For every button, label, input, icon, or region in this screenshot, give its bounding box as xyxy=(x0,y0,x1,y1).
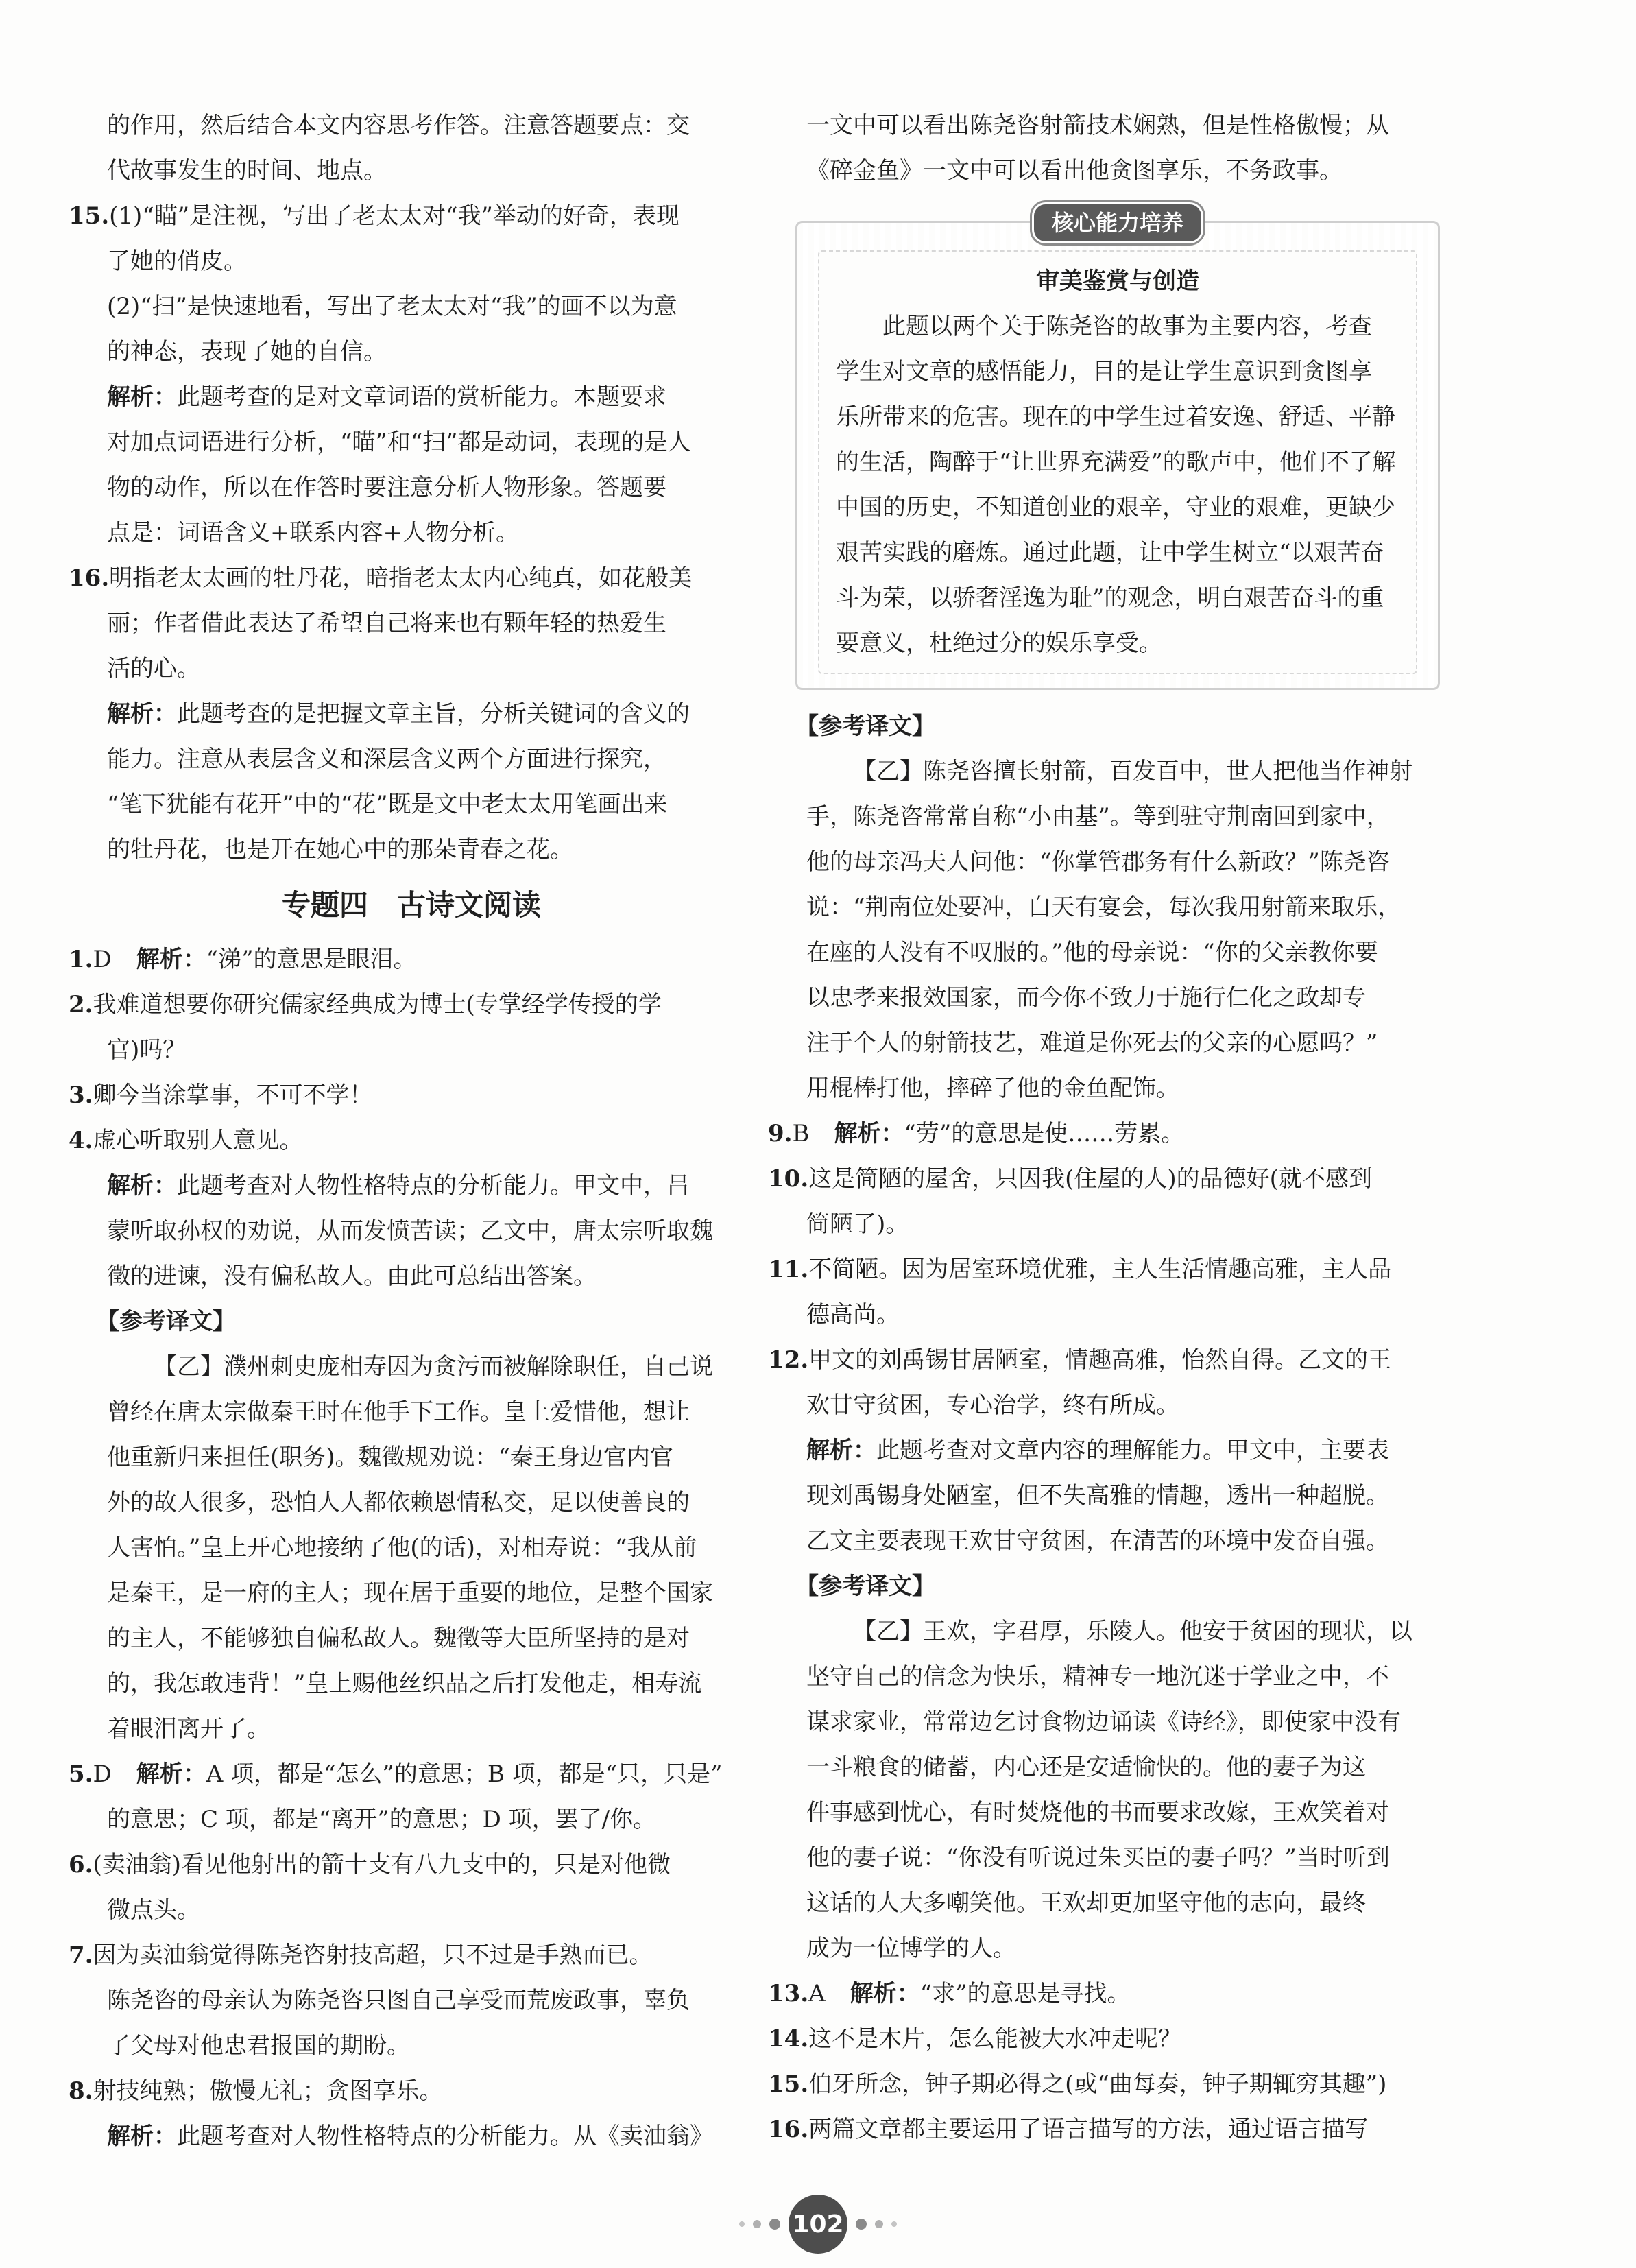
answer-11 xyxy=(768,1247,1454,1292)
answer-10 xyxy=(768,1156,1454,1202)
answer-16-classical xyxy=(768,2107,1454,2152)
question-number: 2. xyxy=(69,991,93,1018)
analysis-label: 解析： xyxy=(136,946,206,973)
answer-letter: A xyxy=(808,1980,826,2007)
text-line: 蒙听取孙权的劝说，从而发愤苦读；乙文中，唐太宗听取魏 xyxy=(107,1217,713,1245)
question-number: 12. xyxy=(768,1346,809,1374)
text-line: 对加点词语进行分析，“瞄”和“扫”都是动词，表现的是人 xyxy=(107,429,691,456)
text-line: 物的动作，所以在作答时要注意分析人物形象。答题要 xyxy=(107,474,666,501)
page-number-bar xyxy=(739,2195,897,2254)
answer-5 xyxy=(69,1752,754,1797)
text-line: 的作用，然后结合本文内容思考作答。注意答题要点：交 xyxy=(107,112,690,139)
answer-text: 两篇文章都主要运用了语言描写的方法，通过语言描写 xyxy=(808,2116,1369,2143)
analysis-text: 此题考查对人物性格特点的分析能力。甲文中，吕 xyxy=(177,1172,690,1199)
text-line: 活的心。 xyxy=(107,655,200,682)
reference-translation-heading: 【参考译文】 xyxy=(96,1308,236,1335)
analysis-label: 解析： xyxy=(107,2123,177,2150)
answer-text: 这是简陋的屋舍，只因我(住屋的人)的品德好(就不感到 xyxy=(808,1165,1372,1193)
answer-text: 这不是木片，怎么能被大水冲走呢？ xyxy=(808,2025,1182,2053)
analysis-text: 此题考查对人物性格特点的分析能力。从《卖油翁》 xyxy=(177,2123,713,2150)
answer-3 xyxy=(69,1073,754,1118)
question-number: 10. xyxy=(768,1165,809,1193)
text-line: 人害怕。”皇上开心地接纳了他(的话)，对相寿说：“我从前 xyxy=(107,1534,697,1562)
text-line: 一文中可以看出陈尧咨射箭技术娴熟，但是性格傲慢；从 xyxy=(806,112,1389,139)
question-number: 5. xyxy=(69,1760,93,1788)
text-line: 德高尚。 xyxy=(806,1301,900,1328)
answer-16 xyxy=(69,556,754,601)
analysis-label: 解析： xyxy=(850,1980,920,2007)
text-line: 简陋了)。 xyxy=(806,1210,909,1238)
question-number: 13. xyxy=(768,1980,809,2007)
question-number: 8. xyxy=(69,2077,93,2105)
text-line: 的神态，表现了她的自信。 xyxy=(107,338,387,366)
dot-icon xyxy=(856,2219,867,2230)
analysis-label: 解析： xyxy=(107,700,177,728)
section-title: 专题四 古诗文阅读 xyxy=(281,888,541,922)
right-column xyxy=(768,103,1454,2152)
core-ability-tag: 核心能力培养 xyxy=(1032,202,1203,243)
dot-icon xyxy=(875,2220,883,2228)
answer-13 xyxy=(768,1971,1454,2016)
page-number: 102 xyxy=(789,2195,847,2254)
answer-text: 因为卖油翁觉得陈尧咨射技高超，只不过是手熟而已。 xyxy=(93,1942,653,1969)
analysis-label: 解析： xyxy=(107,383,177,411)
analysis xyxy=(69,1163,754,1208)
text-line: 的，我怎敢违背！”皇上赐他丝织品之后打发他走，相寿流 xyxy=(107,1670,702,1697)
answer-letter: D xyxy=(93,946,112,973)
analysis xyxy=(69,691,754,737)
text-line: 代故事发生的时间、地点。 xyxy=(107,157,387,184)
text-line: 手，陈尧咨常常自称“小由基”。等到驻守荆南回到家中， xyxy=(806,803,1390,831)
text-line: 陈尧咨的母亲认为陈尧咨只图自己享受而荒废政事，辜负 xyxy=(107,1987,690,2014)
analysis xyxy=(768,1428,1454,1473)
text-line: 他的母亲冯夫人问他：“你掌管郡务有什么新政？”陈尧咨 xyxy=(806,848,1390,876)
text-line: 了父母对他忠君报国的期盼。 xyxy=(107,2032,410,2060)
analysis-text: “求”的意思是寻找。 xyxy=(919,1980,1131,2007)
text-line: 的主人，不能够独自偏私故人。魏徵等大臣所坚持的是对 xyxy=(107,1625,690,1652)
text-line: (2)“扫”是快速地看，写出了老太太对“我”的画不以为意 xyxy=(107,293,677,320)
analysis-label: 解析： xyxy=(834,1120,904,1147)
text-line: 要意义，杜绝过分的娱乐享受。 xyxy=(836,630,1162,657)
answer-14 xyxy=(768,2016,1454,2062)
dot-icon xyxy=(753,2220,761,2228)
analysis-label: 解析： xyxy=(136,1760,206,1788)
text-line: 官)吗？ xyxy=(107,1036,187,1064)
text-line: 用棍棒打他，摔碎了他的金鱼配饰。 xyxy=(806,1075,1179,1102)
analysis xyxy=(69,2114,754,2159)
text-line: 了她的俏皮。 xyxy=(107,248,247,275)
question-number: 16. xyxy=(69,564,110,592)
text-line: 以忠孝来报效国家，而今你不致力于施行仁化之政却专 xyxy=(806,984,1366,1012)
answer-text: 不简陋。因为居室环境优雅，主人生活情趣高雅，主人品 xyxy=(808,1256,1392,1283)
text-line: 的意思；C 项，都是“离开”的意思；D 项，罢了/你。 xyxy=(107,1806,657,1833)
question-number: 4. xyxy=(69,1127,93,1154)
text-line: 【乙】濮州刺史庞相寿因为贪污而被解除职任，自己说 xyxy=(154,1353,713,1381)
text-line: 说：“荆南位处要冲，白天有宴会，每次我用射箭来取乐， xyxy=(806,894,1402,921)
text-line: 外的故人很多，恐怕人人都依赖恩情私交，足以使善良的 xyxy=(107,1489,690,1516)
text-line: 一斗粮食的储蓄，内心还是安适愉快的。他的妻子为这 xyxy=(806,1754,1366,1781)
text-line: 是秦王，是一府的主人；现在居于重要的地位，是整个国家 xyxy=(107,1579,713,1607)
analysis-text: 此题考查对文章内容的理解能力。甲文中，主要表 xyxy=(876,1437,1389,1464)
dot-icon xyxy=(739,2221,745,2227)
answer-text: 卿今当涂掌事，不可不学！ xyxy=(93,1082,373,1109)
reference-translation-heading: 【参考译文】 xyxy=(795,1573,935,1600)
answer-8 xyxy=(69,2068,754,2114)
text-line: 的牡丹花，也是开在她心中的那朵青春之花。 xyxy=(107,836,573,863)
answer-text: 伯牙所念，钟子期必得之(或“曲每奏，钟子期辄穷其趣”) xyxy=(808,2070,1387,2098)
dot-icon xyxy=(891,2221,897,2227)
analysis-text: 此题考查的是对文章词语的赏析能力。本题要求 xyxy=(177,383,666,411)
answer-letter: D xyxy=(93,1760,112,1788)
analysis-label: 解析： xyxy=(806,1437,876,1464)
text-line: 欢甘守贫困，专心治学，终有所成。 xyxy=(806,1392,1179,1419)
analysis-text: A 项，都是“怎么”的意思；B 项，都是“只，只是” xyxy=(206,1760,723,1788)
text-line: 乙文主要表现王欢甘守贫困，在清苦的环境中发奋自强。 xyxy=(806,1527,1389,1555)
question-number: 3. xyxy=(69,1082,93,1109)
answer-9 xyxy=(768,1111,1454,1156)
box-title: 审美鉴赏与创造 xyxy=(1036,267,1199,295)
text-line: 斗为荣，以骄奢淫逸为耻”的观念，明白艰苦奋斗的重 xyxy=(836,584,1384,612)
text-line: 学生对文章的感悟能力，目的是让学生意识到贪图享 xyxy=(836,358,1372,385)
question-number: 15. xyxy=(768,2070,809,2098)
text-line: 着眼泪离开了。 xyxy=(107,1715,270,1743)
answer-12 xyxy=(768,1337,1454,1383)
text-line: 件事感到忧心，有时焚烧他的书而要求改嫁，王欢笑着对 xyxy=(806,1799,1389,1826)
text-line: 艰苦实践的磨炼。通过此题，让中学生树立“以艰苦奋 xyxy=(836,539,1384,566)
answer-7 xyxy=(69,1933,754,1978)
text-line: 徵的进谏，没有偏私故人。由此可总结出答案。 xyxy=(107,1263,597,1290)
analysis-text: 此题考查的是把握文章主旨，分析关键词的含义的 xyxy=(177,700,690,728)
answer-text: 虚心听取别人意见。 xyxy=(93,1127,303,1154)
text-line: 他的妻子说：“你没有听说过朱买臣的妻子吗？”当时听到 xyxy=(806,1844,1390,1872)
text-line: 成为一位博学的人。 xyxy=(806,1935,1016,1962)
answer-15-classical xyxy=(768,2062,1454,2107)
answer-4 xyxy=(69,1118,754,1163)
question-number: 7. xyxy=(69,1942,93,1969)
analysis-text: “涕”的意思是眼泪。 xyxy=(206,946,417,973)
text-line: 注于个人的射箭技艺，难道是你死去的父亲的心愿吗？” xyxy=(806,1029,1378,1057)
question-number: 6. xyxy=(69,1851,93,1878)
question-number: 11. xyxy=(768,1256,809,1283)
analysis-label: 解析： xyxy=(107,1172,177,1199)
text-line: 点是：词语含义+联系内容+人物分析。 xyxy=(107,519,519,547)
text-line: 他重新归来担任(职务)。魏徵规劝说：“秦王身边官内官 xyxy=(107,1444,673,1471)
text-line: 【乙】陈尧咨擅长射箭，百发百中，世人把他当作神射 xyxy=(853,758,1412,785)
text-line: 丽；作者借此表达了希望自己将来也有颗年轻的热爱生 xyxy=(107,610,666,637)
text-line: 坚守自己的信念为快乐，精神专一地沉迷于学业之中，不 xyxy=(806,1663,1389,1691)
question-number: 16. xyxy=(768,2116,809,2143)
text-line: 的生活，陶醉于“让世界充满爱”的歌声中，他们不了解 xyxy=(836,449,1396,476)
answer-text: 明指老太太画的牡丹花，暗指老太太内心纯真，如花般美 xyxy=(109,564,693,592)
text-line: 能力。注意从表层含义和深层含义两个方面进行探究， xyxy=(107,745,666,773)
text-line: 现刘禹锡身处陋室，但不失高雅的情趣，透出一种超脱。 xyxy=(806,1482,1389,1509)
answer-15 xyxy=(69,193,754,239)
text-line: 谋求家业，常常边乞讨食物边诵读《诗经》，即使家中没有 xyxy=(806,1708,1401,1736)
text-line: 曾经在唐太宗做秦王时在他手下工作。皇上爱惜他，想让 xyxy=(107,1398,690,1426)
answer-letter: B xyxy=(792,1120,810,1147)
left-column xyxy=(69,103,754,2159)
core-ability-content xyxy=(818,250,1417,674)
answer-6 xyxy=(69,1842,754,1887)
dot-icon xyxy=(769,2219,780,2230)
answer-text: (1)“瞄”是注视，写出了老太太对“我”举动的好奇，表现 xyxy=(109,202,679,230)
text-line: 【乙】王欢，字君厚，乐陵人。他安于贫困的现状，以 xyxy=(853,1618,1412,1645)
answer-text: 甲文的刘禹锡甘居陋室，情趣高雅，怡然自得。乙文的王 xyxy=(808,1346,1392,1374)
text-line: “笔下犹能有花开”中的“花”既是文中老太太用笔画出来 xyxy=(107,791,668,818)
analysis-text: “劳”的意思是使……劳累。 xyxy=(904,1120,1185,1147)
answer-text: 我难道想要你研究儒家经典成为博士(专掌经学传授的学 xyxy=(93,991,662,1018)
answer-2 xyxy=(69,982,754,1027)
reference-translation-heading: 【参考译文】 xyxy=(795,713,935,740)
question-number: 9. xyxy=(768,1120,793,1147)
answer-text: (卖油翁)看见他射出的箭十支有八九支中的，只是对他微 xyxy=(93,1851,671,1878)
question-number: 1. xyxy=(69,946,93,973)
answer-text: 射技纯熟；傲慢无礼；贪图享乐。 xyxy=(93,2077,443,2105)
text-line: 微点头。 xyxy=(107,1896,200,1924)
question-number: 14. xyxy=(768,2025,809,2053)
text-line: 此题以两个关于陈尧咨的故事为主要内容，考查 xyxy=(882,313,1372,340)
text-line: 乐所带来的危害。现在的中学生过着安逸、舒适、平静 xyxy=(836,403,1395,431)
question-number: 15. xyxy=(69,202,110,230)
analysis xyxy=(69,374,754,420)
answer-1 xyxy=(69,937,754,982)
text-line: 这话的人大多嘲笑他。王欢却更加坚守他的志向，最终 xyxy=(806,1889,1366,1917)
text-line: 中国的历史，不知道创业的艰辛，守业的艰难，更缺少 xyxy=(836,494,1395,521)
text-line: 在座的人没有不叹服的。”他的母亲说：“你的父亲教你要 xyxy=(806,939,1378,966)
core-ability-box xyxy=(795,210,1440,690)
text-line: 《碎金鱼》一文中可以看出他贪图享乐，不务政事。 xyxy=(806,157,1343,184)
